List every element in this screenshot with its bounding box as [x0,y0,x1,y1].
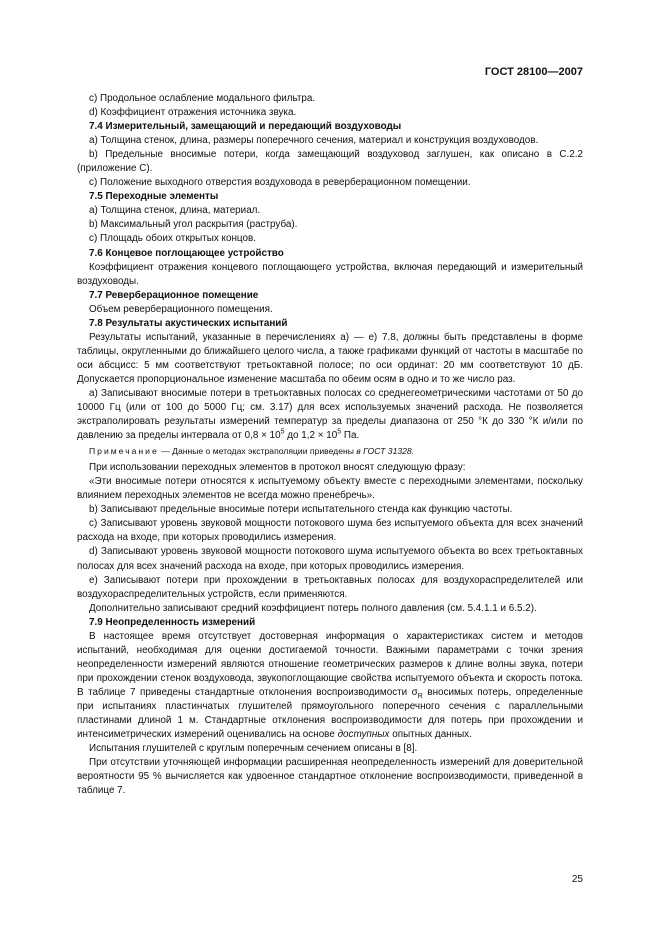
text-run: до 1,2 × 10 [287,430,338,442]
paragraph: Результаты испытаний, указанные в перечислениях а) — е) 7.8, должны быть представлены в форме таблицы, округленными до ближайшего целого числа, а также графиками функций от частоты в масштабе по оси абсцисс: 5 мм соответствуют третьоктавной полосе; по оси ординат: 20 мм соответствуют 10 дБ. Допускается пропорциональное изменение масштаба по обеим осям в одно и то же число раз. [77,331,583,385]
text-run: a) Записывают вносимые потери в третьоктавных полосах со среднегеометрическими частотами от 50 до 10000 Гц (или от 100 до 5000 Гц; см. 3.17) для всех используемых значений расхода. Не позволяется экстраполировать результаты измерений температур за пределы диапазона от 250 °К до 330 °К и/или по давлению за пределы интервала от [77,387,583,442]
page-number: 25 [571,874,583,885]
note [77,444,583,458]
list-item: b) Записывают предельные вносимые потери испытательного стенда как функцию частоты. [89,504,513,516]
note-label: Примечание [89,446,159,457]
list-item: a) Толщина стенок, длина, размеры поперечного сечения, материал и конструкция воздуховодов. [89,135,539,147]
list-item [77,387,583,443]
subscript: R [417,692,423,700]
paragraph: Испытания глушителей с круглым поперечным сечением описаны в [8]. [89,743,418,755]
section-heading: 7.8 Результаты акустических испытаний [89,317,288,329]
text-run: опытных данных. [392,729,472,741]
list-item: b) Максимальный угол раскрытия (раструба). [89,219,298,231]
section-heading: 7.6 Концевое поглощающее устройство [89,247,284,259]
list-item: a) Толщина стенок, длина, материал. [89,205,261,217]
superscript: 5 [337,428,342,436]
paragraph: Коэффициент отражения концевого поглощающего устройства, включая передающий и измерительный воздуховоды. [77,261,583,287]
list-item: d) Коэффициент отражения источника звука. [89,107,297,119]
page-body [77,92,583,798]
section-heading: 7.7 Реверберационное помещение [89,289,259,301]
text-run: вносимых потерь, определенные при испытаниях пластинчатых глушителей прямоугольного поперечного сечения с параллельными пластинами длиной 1 м. Стандартные отклонения воспроизводимости для потерь при прохождении и интенсиметрических измерений оценивались на основе [77,686,583,741]
section-heading: 7.4 Измерительный, замещающий и передающий воздуховоды [89,121,402,133]
list-item: d) Записывают уровень звуковой мощности потокового шума испытуемого объекта во всех третьоктавных полосах для всех значений расхода на входе, при которых проводились измерения. [77,546,583,572]
list-item: c) Записывают уровень звуковой мощности потокового шума без испытуемого объекта для всех значений расхода на входе, при которых проводились измерения. [77,518,583,544]
list-item: e) Записывают потери при прохождении в третьоктавных полосах для воздухораспределителей или воздухораспределительных устройств, если применяются. [77,574,583,600]
text-run: Па. [343,430,360,442]
text-run: В настоящее время отсутствует достоверная информация о характеристиках систем и методов испытаний, необходимая для оценки достигаемой точности. Важными параметрами с точки зрения неопределенности измерений являются отношение геометрических размеров к длине волны звука, потери при прохождении стенок воздуховода, звукопоглощающие свойства испытуемого объекта и скорость потока. В таблице 7 приведены стандартные отклонения воспроизводимости σ [77,630,583,698]
document-id: ГОСТ 28100—2007 [484,66,583,78]
list-item: b) Предельные вносимые потери, когда замещающий воздуховод заглушен, как описано в С.2.2 (приложение С). [77,149,583,175]
section-heading: 7.9 Неопределенность измерений [89,616,256,628]
quote: «Эти вносимые потери относятся к испытуемому объекту вместе с переходными элементами, поскольку влиянием переходных элементов не всегда можно пренебречь». [77,476,583,502]
list-item: c) Площадь обоих открытых концов. [89,233,256,245]
section-heading: 7.5 Переходные элементы [89,191,219,203]
note-reference: в ГОСТ 31328. [356,446,415,457]
note-text: — Данные о методах экстраполяции приведены [161,446,354,457]
superscript: 5 [280,428,285,436]
list-item: c) Продольное ослабление модального фильтра. [89,93,316,104]
paragraph: При использовании переходных элементов в протокол вносят следующую фразу: [89,462,466,474]
paragraph: Объем реверберационного помещения. [89,303,273,315]
emphasis: доступных [337,729,390,741]
paragraph: Дополнительно записывают средний коэффициент потерь полного давления (см. 5.4.1.1 и 6.5.2). [89,602,537,614]
list-item: c) Положение выходного отверстия воздуховода в реверберационном помещении. [89,177,471,189]
paragraph [77,630,583,742]
paragraph: При отсутствии уточняющей информации расширенная неопределенность измерений для доверительной вероятности 95 % вычисляется как удвоенное стандартное отклонение воспроизводимости, приведенной в таблице 7. [77,757,583,797]
text-run: 0,8 × 10 [244,430,281,442]
